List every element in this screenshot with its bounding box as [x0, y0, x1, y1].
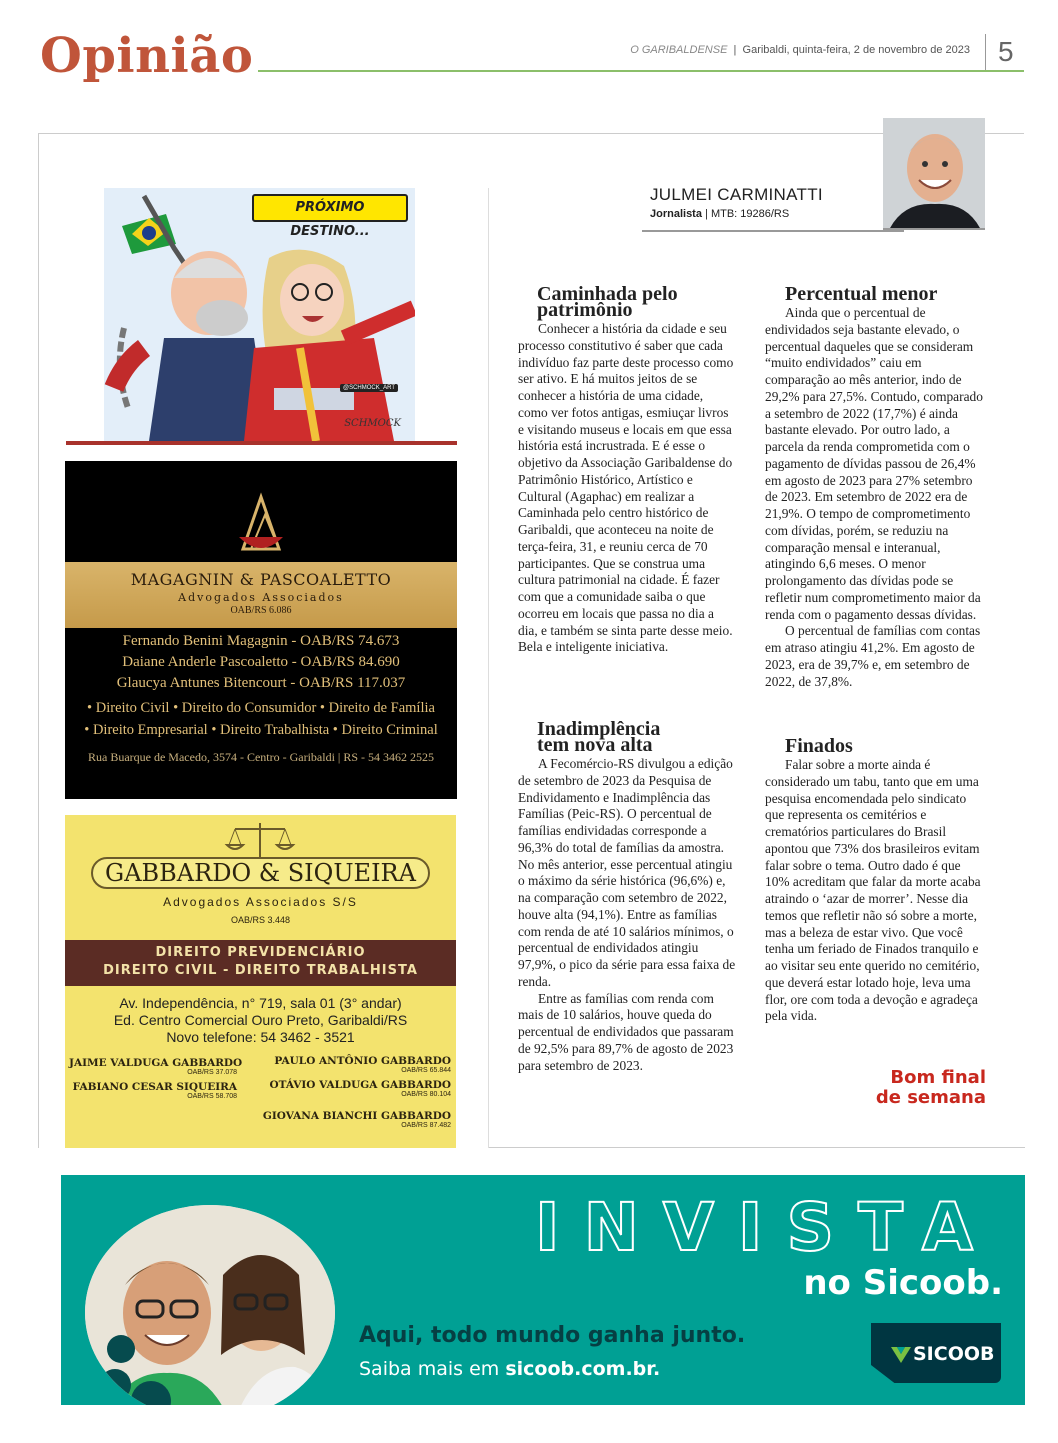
lawyer-item: Fernando Benini Magagnin - OAB/RS 74.673: [122, 633, 400, 649]
column-divider: [488, 188, 489, 1148]
article-title-line: Inadimplência: [537, 718, 661, 740]
dateline: Garibaldi, quinta-feira, 2 de novembro de 2023: [742, 44, 970, 56]
firm-address: Rua Buarque de Macedo, 3574 - Centro - Garibaldi | RS - 54 3462 2525: [87, 750, 434, 764]
author-role: [650, 208, 789, 220]
header-rule: [258, 70, 1024, 72]
ad-subheadline: no Sicoob.: [803, 1263, 1003, 1303]
author-name: JULMEI CARMINATTI: [650, 185, 823, 204]
practice-area-line: DIREITO CIVIL - DIREITO TRABALHISTA: [103, 963, 418, 978]
publication-name: O GARIBALDENSE: [630, 44, 728, 56]
lawyer-item: [69, 1081, 237, 1100]
practice-area-line: DIREITO PREVIDENCIÁRIO: [155, 945, 366, 960]
lawyer-name: PAULO ANTÔNIO GABBARDO: [274, 1055, 451, 1067]
article-title-line: Percentual menor: [785, 283, 938, 305]
frame-bottom-rule: [488, 1147, 1025, 1148]
people-photo-icon: [85, 1205, 335, 1405]
ad-cta-prefix: Saiba mais em: [359, 1358, 506, 1380]
frame-top-rule: [38, 133, 1024, 134]
author-portrait-icon: [883, 118, 985, 230]
cartoon-handle: @SCHMOCK_ART: [340, 384, 398, 392]
ad-gabbardo-siqueira[interactable]: [65, 815, 456, 1148]
practice-areas: [65, 940, 456, 986]
address-line: Av. Independência, n° 719, sala 01 (3° andar): [119, 995, 402, 1011]
firm-band: [65, 562, 457, 628]
firm-subtitle: Advogados Associados S/S: [163, 895, 358, 909]
lawyer-name: GIOVANA BIANCHI GABBARDO: [262, 1110, 451, 1122]
sicoob-logo-icon: [891, 1345, 911, 1365]
article-body: [518, 321, 736, 656]
article-paragraph: O percentual de famílias com contas em atraso atingiu 41,2%. Em agosto de 2023, era de 39,7% e, em setembro de 2022, de 37,8%.: [765, 623, 981, 689]
lawyer-item: [265, 1055, 451, 1074]
article-title-line: Caminhada pelo: [537, 283, 678, 305]
cartoon-signature: SCHMOCK: [344, 418, 401, 429]
lawyer-name: JAIME VALDUGA GABBARDO: [69, 1057, 243, 1069]
practice-areas: [65, 697, 457, 741]
ad-cta[interactable]: [359, 1358, 660, 1380]
firm-name: GABBARDO & SIQUEIRA: [91, 857, 430, 889]
lawyer-list: [65, 631, 457, 694]
ad-headline: INVISTA: [535, 1189, 997, 1266]
article-inadimplencia: [518, 718, 736, 1074]
lawyer-oab: OAB/RS 80.104: [401, 1091, 451, 1098]
closing-message: [790, 1068, 986, 1108]
header-meta: [630, 44, 970, 56]
firm-subtitle: Advogados Associados: [178, 591, 344, 604]
lawyer-oab: OAB/RS 87.482: [401, 1122, 451, 1129]
article-title: [785, 735, 983, 757]
firm-oab: OAB/RS 6.086: [230, 605, 292, 616]
article-paragraph: Conhecer a história da cidade e seu processo constitutivo é saber que cada indivíduo faz parte deste processo como ser ativo. E há muitos jeitos de se conhecer a história de uma cidade, como ver fotos antigas, esmiuçar livros e visitando museus e locais em que essa história está incrustrada. E é esse o objetivo da Associação Garibaldense do Patrimônio Histórico, Artístico e Cultural (Agaphac) em realizar a Caminhada pelo centro histórico de Garibaldi, que aconteceu na noite de terça-feira, 31, e reuniu cerca de 70 participantes. Que se construa uma cultura patrimonial na cidade. É fazer com que a comunidade saiba o que ocorreu em locais que passa no dia a dia, e também se sinta parte desse meio. Bela e inteligente iniciativa.: [518, 321, 734, 655]
article-title-line: Finados: [785, 735, 853, 757]
article-title-line: patrimônio: [537, 299, 633, 321]
lawyer-oab: OAB/RS 65.844: [401, 1067, 451, 1074]
cartoon-caption: PRÓXIMO DESTINO...: [252, 194, 408, 222]
section-title: Opinião: [40, 28, 254, 84]
article-body: [765, 305, 983, 690]
lawyer-item: [225, 1110, 451, 1129]
scales-logo-icon: [65, 461, 457, 561]
header-separator: |: [730, 44, 743, 56]
article-paragraph: Falar sobre a morte ainda é considerado um tabu, tanto que em uma pesquisa encomendada pelo sindicato que representa os cemitérios e crematórios particulares do Brasil apontou que 73% dos brasileiros evitam falar sobre o tema. Outro dado é que 10% acreditam que falar da morte acaba atraindo o ‘azar de morrer’. Nesse dia temos que refletir não só sobre a morte, mas a beleza de estar vivo. Que você tenha um feriado de Finados tranquilo e ao visitar seu ente querido no cemitério, que deverá estar lotado hoje, leva uma flor, ore com toda a devoção e agradeça pela vida.: [765, 757, 981, 1024]
cartoon-underline: [66, 441, 457, 445]
article-title: [537, 718, 736, 756]
lawyer-name: OTÁVIO VALDUGA GABBARDO: [269, 1079, 451, 1091]
firm-oab: OAB/RS 3.448: [230, 915, 291, 925]
author-separator: |: [705, 208, 711, 220]
practice-area-line: • Direito Empresarial • Direito Trabalhista • Direito Criminal: [84, 722, 438, 738]
address-line: Ed. Centro Comercial Ouro Preto, Garibaldi/RS: [113, 1012, 408, 1028]
ad-photo: [85, 1205, 335, 1405]
article-finados: [765, 735, 983, 1025]
lawyer-oab: OAB/RS 58.708: [187, 1093, 237, 1100]
author-rule: [642, 230, 904, 232]
ad-tagline: Aqui, todo mundo ganha junto.: [359, 1323, 746, 1348]
article-caminhada: [518, 283, 736, 656]
ad-sicoob[interactable]: [61, 1175, 1025, 1405]
article-paragraph: Entre as famílias com renda com mais de 10 salários, houve queda do percentual de endividados que passaram de 92,5% para 89,7% de agosto de 2023 para setembro de 2023.: [518, 990, 734, 1073]
ad-magagnin-pascoaletto[interactable]: [65, 461, 457, 799]
lawyer-item: Daiane Anderle Pascoaletto - OAB/RS 84.690: [122, 654, 400, 670]
article-title-line: tem nova alta: [537, 734, 653, 756]
firm-name: MAGAGNIN & PASCOALETTO: [130, 570, 392, 589]
lawyer-item: [265, 1079, 451, 1098]
page-number: 5: [985, 34, 1014, 70]
lawyer-item: [69, 1057, 243, 1076]
lawyer-oab: OAB/RS 37.078: [187, 1069, 237, 1076]
firm-name-wrap: [65, 857, 456, 889]
closing-line: Bom final: [890, 1067, 986, 1088]
author-title: Jornalista: [650, 208, 702, 220]
article-title: [785, 283, 983, 305]
lawyer-item: Glaucya Antunes Bitencourt - OAB/RS 117.037: [116, 675, 406, 691]
address-line: Novo telefone: 54 3462 - 3521: [166, 1029, 355, 1045]
article-paragraph: A Fecomércio-RS divulgou a edição de setembro de 2023 da Pesquisa de Endividamento e Inadimplência das Famílias (Peic-RS). O percentual de famílias endividadas corresponde a 96,3% do total de famílias da amostra. No mês anterior, esse percentual atingiu o máximo da série histórica (96,6%) e, na comparação com setembro de 2022, houve alta (94,1%). Entre as famílias com renda de até 10 salários mínimos, o percentual de endividados atingiu 97,9%, o pico da série para essa faixa de renda.: [518, 756, 736, 989]
article-title: [537, 283, 736, 321]
closing-line: de semana: [875, 1087, 986, 1108]
article-body: [765, 757, 983, 1025]
lawyer-name: FABIANO CESAR SIQUEIRA: [72, 1081, 237, 1093]
practice-area-line: • Direito Civil • Direito do Consumidor • Direito de Família: [87, 700, 435, 716]
article-percentual: [765, 283, 983, 690]
article-body: [518, 756, 736, 1074]
article-paragraph: Ainda que o percentual de endividados seja bastante elevado, o percentual daqueles que se consideram “muito endividados” caiu em comparação ao mês anterior, indo de 29,2% para 27,5%. Contudo, comparado a setembro de 2022 (17,7%) é ainda bastante elevado. Por outro lado, a parcela da renda comprometida com o pagamento de dívidas passou de 26,4% em agosto de 2023 para 27% setembro de 2023. Em setembro de 2022 era de 21,9%. O tempo de comprometimento com dívidas, porém, se reduziu na comparação mensal e interanual, atingindo 6,6 meses. O menor prolongamento das dívidas pode se refletir num comprometimento maior da renda com o pagamento dessas dívidas.: [765, 305, 983, 622]
sicoob-logo: SICOOB: [913, 1343, 995, 1365]
frame-left-rule: [38, 133, 39, 1148]
firm-address: [65, 995, 456, 1046]
author-photo: [883, 118, 985, 230]
ad-cta-link[interactable]: sicoob.com.br.: [505, 1358, 661, 1380]
editorial-cartoon: [104, 188, 415, 441]
author-registration: MTB: 19286/RS: [710, 208, 790, 220]
